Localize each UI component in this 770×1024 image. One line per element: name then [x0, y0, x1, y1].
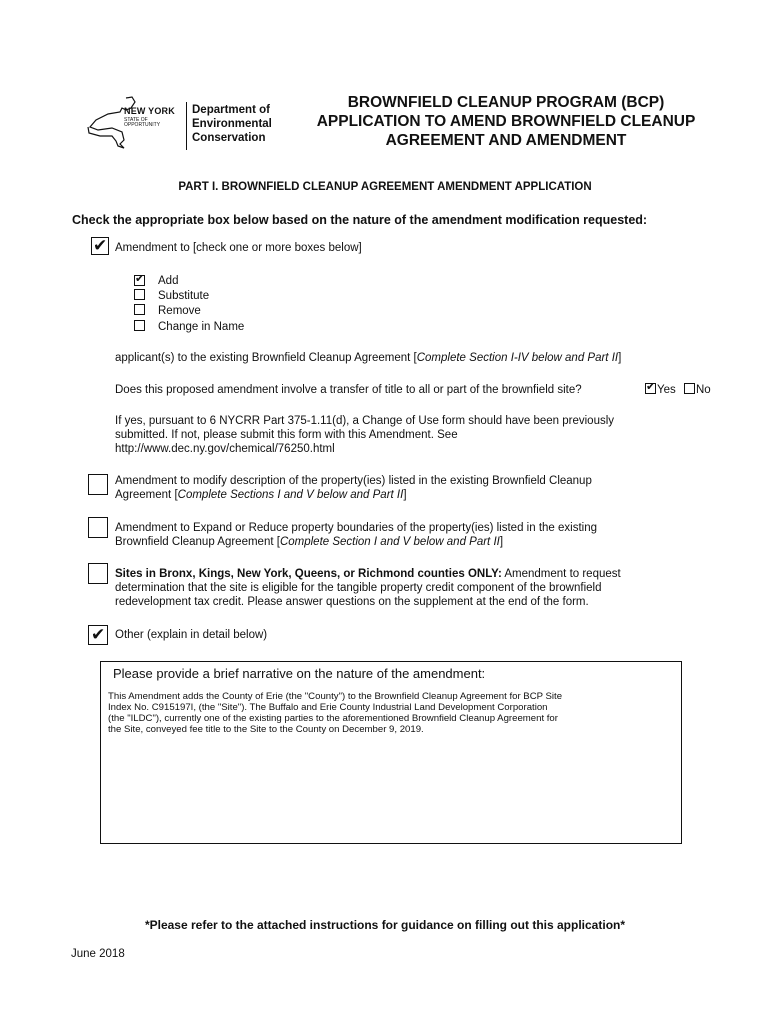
logo-state-sub-2: OPPORTUNITY — [124, 122, 161, 128]
narrative-line: This Amendment adds the County of Erie (the "County") to the Brownfield Cleanup Agreement for BCP Site — [108, 691, 563, 702]
expand-line-2-main: Brownfield Cleanup Agreement [ — [115, 536, 280, 548]
sites-bold: Sites in Bronx, Kings, New York, Queens, or Richmond counties ONLY: — [115, 568, 502, 580]
dept-line: Conservation — [192, 132, 266, 144]
sites-line-1 — [115, 567, 621, 581]
modify-line-2-close: ] — [403, 489, 407, 501]
narrative-heading: Please provide a brief narrative on the nature of the amendment: — [113, 666, 486, 681]
sites-line-3: redevelopment tax credit. Please answer questions on the supplement at the end of the form. — [115, 596, 589, 608]
applicant-text-instruction: Complete Section I-IV below and Part II — [416, 352, 619, 364]
instruction-text: Check the appropriate box below based on the nature of the amendment modification requested: — [72, 213, 648, 227]
narrative-text — [108, 691, 678, 735]
remove-label: Remove — [158, 305, 201, 317]
modify-description-text — [115, 474, 592, 502]
expand-line-2-close: ] — [499, 536, 504, 548]
modify-line-2-instruction: Complete Sections I and V below and Part II — [177, 489, 404, 501]
checkmark-icon: ✔ — [135, 273, 145, 285]
title-line: AGREEMENT AND AMENDMENT — [385, 132, 627, 149]
title-line: BROWNFIELD CLEANUP PROGRAM (BCP) — [347, 94, 665, 111]
expand-reduce-checkbox[interactable] — [88, 517, 108, 538]
applicant-text — [115, 351, 621, 365]
amendment-to-label: Amendment to [check one or more boxes below] — [115, 242, 362, 254]
checkmark-icon: ✔ — [646, 381, 656, 393]
expand-reduce-text — [115, 521, 597, 549]
checkmark-icon: ✔ — [91, 625, 106, 644]
expand-line-2-instruction: Complete Section I and V below and Part II — [279, 536, 500, 548]
part-title: PART I. BROWNFIELD CLEANUP AGREEMENT AMENDMENT APPLICATION — [178, 181, 592, 193]
modify-line-2-main: Agreement [ — [115, 489, 178, 501]
dept-name — [192, 103, 272, 145]
yes-checkbox[interactable] — [645, 383, 656, 394]
narrative-box[interactable] — [100, 661, 682, 844]
no-checkbox[interactable] — [684, 383, 695, 394]
expand-line-2 — [115, 535, 597, 549]
logo-state-word: NEW YORK — [124, 106, 175, 116]
sites-counties-checkbox[interactable] — [88, 563, 108, 584]
if-yes-text — [115, 414, 614, 456]
if-yes-line: If yes, pursuant to 6 NYCRR Part 375-1.11(d), a Change of Use form should have been previously — [115, 415, 615, 427]
title-line: APPLICATION TO AMEND BROWNFIELD CLEANUP — [316, 113, 696, 130]
add-checkbox[interactable] — [134, 275, 145, 286]
transfer-question: Does this proposed amendment involve a transfer of title to all or part of the brownfield site? — [115, 384, 582, 396]
checkmark-icon: ✔ — [93, 236, 108, 255]
footer-note: *Please refer to the attached instructions for guidance on filling out this application* — [144, 918, 626, 932]
yes-label: Yes — [657, 384, 676, 396]
form-date: June 2018 — [71, 948, 125, 960]
remove-checkbox[interactable] — [134, 304, 145, 315]
dept-line: Environmental — [192, 118, 272, 130]
logo-divider — [186, 102, 187, 150]
logo-state-sub-1: STATE OF — [124, 117, 148, 123]
change-in-name-checkbox[interactable] — [134, 320, 145, 331]
sites-line-2: determination that the site is eligible for the tangible property credit component of the brownfield — [115, 582, 602, 594]
change-of-use-link[interactable]: http://www.dec.ny.gov/chemical/76250.html — [115, 443, 335, 455]
document-title — [296, 93, 716, 150]
substitute-checkbox[interactable] — [134, 289, 145, 300]
narrative-line: the Site, conveyed fee title to the Site to the County on December 9, 2019. — [108, 724, 424, 735]
other-label: Other (explain in detail below) — [115, 629, 268, 641]
substitute-label: Substitute — [158, 290, 210, 302]
sites-line-1-rest: Amendment to request — [501, 568, 621, 580]
expand-line-1: Amendment to Expand or Reduce property boundaries of the property(ies) listed in the existing — [115, 522, 597, 534]
narrative-line: Index No. C915197I, (the "Site"). The Buffalo and Erie County Industrial Land Development Corporation — [108, 702, 548, 713]
narrative-line: (the "ILDC"), currently one of the existing parties to the aforementioned Brownfield Cleanup Agreement for — [108, 713, 558, 724]
applicant-text-main: applicant(s) to the existing Brownfield Cleanup Agreement [ — [115, 352, 417, 364]
modify-line-1: Amendment to modify description of the property(ies) listed in the existing Brownfield Cleanup — [115, 475, 592, 487]
modify-description-checkbox[interactable] — [88, 474, 108, 495]
sites-counties-text — [115, 567, 621, 609]
other-checkbox[interactable] — [88, 625, 108, 645]
no-label: No — [696, 384, 711, 396]
modify-line-2 — [115, 488, 592, 502]
dept-line: Department of — [192, 104, 270, 116]
amendment-to-checkbox[interactable] — [91, 237, 109, 255]
if-yes-line: submitted. If not, please submit this form with this Amendment. See — [115, 429, 458, 441]
applicant-text-close: ] — [618, 352, 622, 364]
nys-dec-logo — [86, 96, 286, 156]
change-in-name-label: Change in Name — [158, 321, 245, 333]
add-label: Add — [158, 275, 179, 287]
